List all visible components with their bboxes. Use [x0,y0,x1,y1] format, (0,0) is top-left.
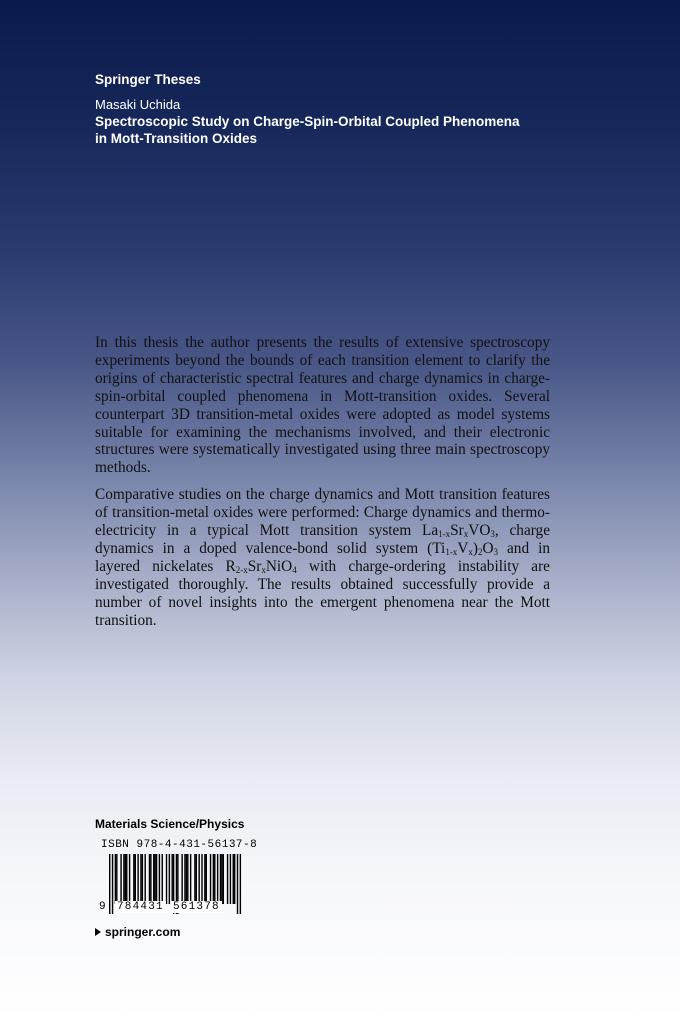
back-cover-footer [95,817,257,939]
barcode-bar [116,854,117,904]
book-title-line-1: Spectroscopic Study on Charge-Spin-Orbital Coupled Phenomena [95,114,520,129]
author-name: Masaki Uchida [95,97,181,112]
barcode-bar [214,854,215,904]
barcode-bar [190,854,191,904]
abstract-paragraph-2: Comparative studies on the charge dynamics and Mott transition features of transition-metal oxides were performed: Charge dynamics and thermo-electricity in a typical Mott transition system $La_{1-x}Sr_xVO_3$, charge dynamics in a doped valence-bond solid system $(Ti_{1-x}V_x)_2O_3$ and in layered nickelates $R_{2-x}Sr_xNiO_4$ with charge-ordering instability are investigated thoroughly. The results obtained successfully provide a number of novel insights into the emergent phenomena near the Mott transition. [95,486,550,629]
series-name: Springer Theses [95,72,201,87]
barcode-bar [223,854,224,904]
barcode-bar [129,854,130,904]
barcode-bar [149,854,150,904]
barcode-bar [133,854,134,904]
barcode-bar [120,854,121,904]
abstract-paragraph-1: In this thesis the author presents the results of extensive spectroscopy experiments beyond the bounds of each transition element to clarify the origins of characteristic spectral features and charge dynamics in charge-spin-orbital coupled phenomena in Mott-transition oxides. Several counterpart 3D transition-metal oxides were adopted as model systems suitable for examining the mechanisms involved, and their electronic structures were systematically investigated using three main spectroscopy methods. [95,334,550,477]
isbn-barcode [95,854,245,916]
book-title-line-2: in Mott-Transition Oxides [95,131,258,146]
barcode-bar [206,854,207,904]
barcode-bar [145,854,146,904]
barcode-bar [150,854,151,904]
barcode-bar [126,854,127,904]
barcode-bar [169,854,170,904]
barcode-digits [95,901,245,915]
barcode-bar [166,854,167,904]
barcode-bar [227,854,228,904]
barcode-bar [154,854,155,904]
barcode-bar [201,854,202,904]
subject-category: Materials Science/Physics [95,817,245,831]
barcode-bar [181,854,182,904]
barcode-bar [153,854,154,904]
barcode-bar [125,854,126,904]
barcode-bar [184,854,185,904]
springer-link-text: springer.com [105,925,181,939]
barcode-bar [140,854,141,904]
barcode-bar [217,854,218,904]
barcode-bar [186,854,187,904]
springer-link[interactable] [95,925,257,939]
barcode-bar [171,854,172,904]
barcode-bar [220,854,221,904]
isbn-text: ISBN 978-4-431-56137-8 [101,839,258,851]
cover-header [95,72,520,147]
barcode-bar [233,854,234,904]
barcode-bar [213,854,214,904]
barcode-bar [156,854,157,904]
barcode-bar [142,854,143,904]
barcode-bar [137,854,138,904]
barcode-digit-first: 9 [99,901,106,913]
barcode-bar [194,854,195,904]
arrow-right-icon [95,928,101,936]
barcode-bar [159,854,160,904]
barcode-bar [210,854,211,904]
barcode-bar [230,854,231,904]
barcode-bar [196,854,197,904]
barcode-digits-right: 561378 [173,901,220,913]
barcode-bar [123,854,124,904]
barcode-digits-left: 784431 [117,901,164,913]
barcode-bar [234,854,235,904]
barcode-bar [115,854,116,904]
barcode-bar [135,854,136,904]
barcode-bar [187,854,188,904]
barcode-bar [162,854,163,904]
abstract [95,334,550,639]
barcode-bar [204,854,205,904]
barcode-bar [198,854,199,904]
book-title [95,113,520,147]
barcode-bar [221,854,222,904]
